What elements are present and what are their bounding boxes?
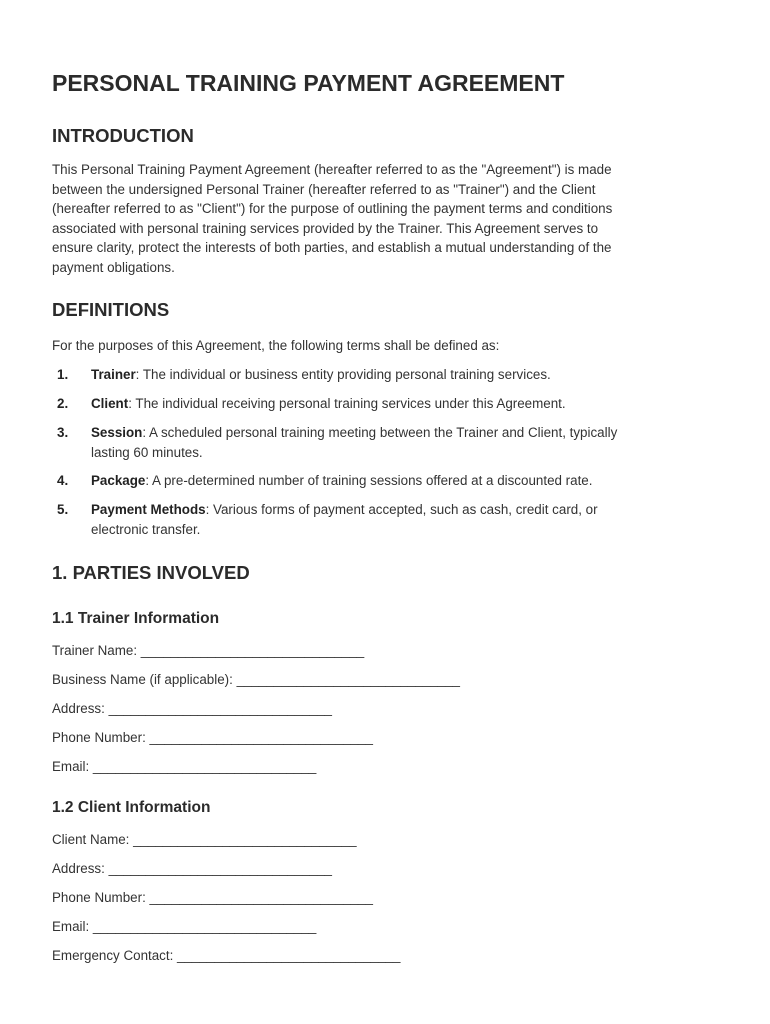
definition-text: : The individual or business entity providing personal training services. (135, 367, 551, 382)
definition-item-client (91, 394, 566, 414)
emergency-contact-field[interactable]: Emergency Contact: ______________________________ (52, 948, 401, 963)
introduction-line: payment obligations. (52, 259, 175, 275)
definition-text-continued: electronic transfer. (91, 521, 201, 537)
definition-text: : A pre-determined number of training sessions offered at a discounted rate. (145, 473, 593, 488)
definitions-intro (52, 336, 717, 356)
introduction-heading: INTRODUCTION (52, 125, 194, 146)
definition-number: 3. (57, 425, 69, 440)
definition-term: Client (91, 396, 129, 411)
trainer-address-field[interactable]: Address: ______________________________ (52, 701, 332, 716)
definition-number: 5. (57, 502, 69, 517)
definition-item-payment-methods (91, 500, 598, 539)
definition-text: : Various forms of payment accepted, such as cash, credit card, or (205, 502, 598, 517)
trainer-name-field[interactable]: Trainer Name: ______________________________ (52, 643, 365, 658)
definition-term: Package (91, 473, 146, 488)
definition-text: : The individual receiving personal training services under this Agreement. (128, 396, 566, 411)
definition-term: Trainer (91, 367, 136, 382)
trainer-phone-field[interactable]: Phone Number: ______________________________ (52, 730, 373, 745)
definition-item-session (91, 423, 617, 462)
definition-number: 1. (57, 367, 69, 382)
introduction-line: between the undersigned Personal Trainer (hereafter referred to as "Trainer") and the Client (52, 181, 596, 197)
document-title: PERSONAL TRAINING PAYMENT AGREEMENT (52, 70, 565, 96)
definitions-intro-text: For the purposes of this Agreement, the following terms shall be defined as: (52, 338, 500, 353)
definition-number: 2. (57, 396, 69, 411)
definition-text-continued: lasting 60 minutes. (91, 444, 203, 460)
client-address-field[interactable]: Address: ______________________________ (52, 861, 332, 876)
client-email-field[interactable]: Email: ______________________________ (52, 919, 317, 934)
trainer-email-field[interactable]: Email: ______________________________ (52, 759, 317, 774)
introduction-line: associated with personal training services provided by the Trainer. This Agreement serves to (52, 220, 599, 236)
trainer-info-heading: 1.1 Trainer Information (52, 610, 220, 627)
introduction-line: This Personal Training Payment Agreement (hereafter referred to as the "Agreement") is made (52, 162, 612, 177)
client-name-field[interactable]: Client Name: ______________________________ (52, 832, 357, 847)
introduction-line: (hereafter referred to as "Client") for the purpose of outlining the payment terms and conditions (52, 201, 613, 217)
definition-item-trainer (91, 365, 551, 385)
business-name-field[interactable]: Business Name (if applicable): ______________________________ (52, 672, 460, 687)
definition-term: Session (91, 425, 143, 440)
definition-item-package (91, 471, 592, 491)
definition-term: Payment Methods (91, 502, 206, 517)
definition-number: 4. (57, 473, 69, 488)
client-info-heading: 1.2 Client Information (52, 799, 211, 816)
introduction-paragraph (52, 160, 717, 278)
parties-heading: 1. PARTIES INVOLVED (52, 562, 250, 583)
definition-text: : A scheduled personal training meeting between the Trainer and Client, typically (142, 425, 618, 440)
client-phone-field[interactable]: Phone Number: ______________________________ (52, 890, 373, 905)
introduction-line: ensure clarity, protect the interests of both parties, and establish a mutual understanding of the (52, 240, 612, 256)
definitions-heading: DEFINITIONS (52, 299, 170, 320)
